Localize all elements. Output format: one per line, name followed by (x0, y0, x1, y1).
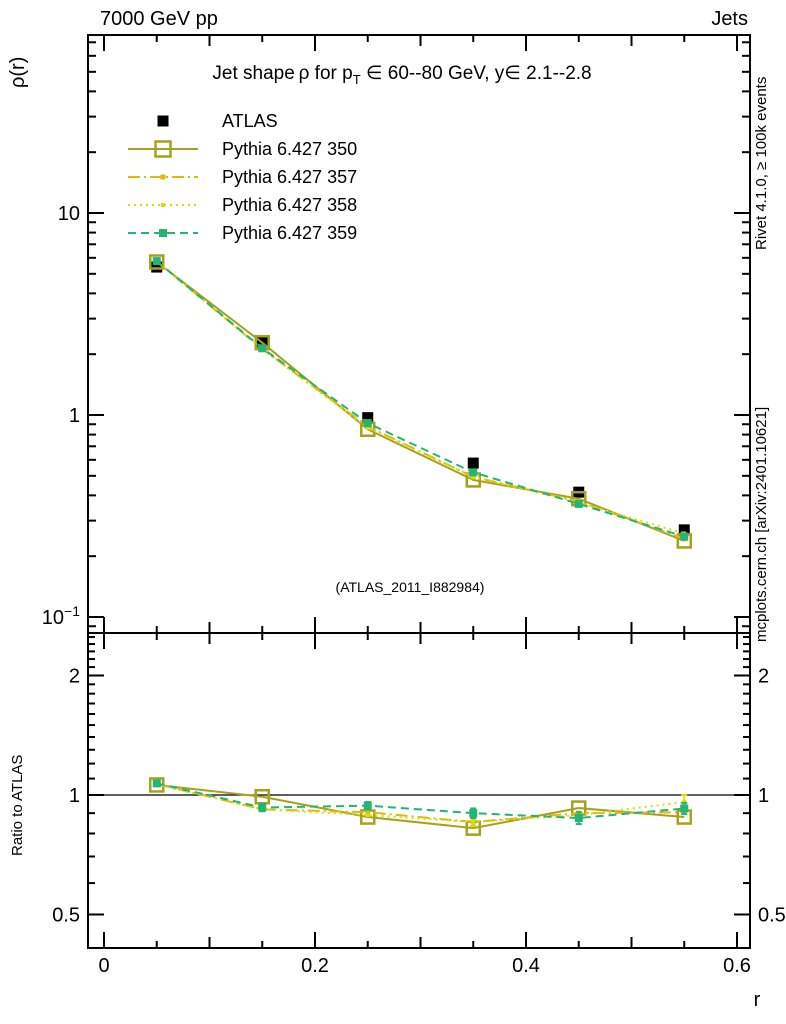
data-point-main (575, 500, 583, 508)
mcplots-source-note: mcplots.cern.ch [arXiv:2401.10621] (753, 406, 770, 642)
data-point-main (153, 257, 161, 265)
main-panel-frame (88, 35, 750, 633)
rivet-version-note: Rivet 4.1.0, ≥ 100k events (753, 76, 770, 250)
x-axis-label: r (753, 989, 761, 1011)
main-y-tick-label: 1 (68, 405, 80, 427)
legend-label: Pythia 6.427 350 (222, 139, 358, 159)
legend-label: Pythia 6.427 359 (222, 223, 358, 243)
data-point-main (364, 419, 372, 427)
main-panel-series (150, 256, 691, 548)
plot-title: Jet shape ρ for $p_T$ ∈ 60--80 GeV, y∈ 2.1--2.8 (212, 63, 592, 87)
data-point-ratio (153, 779, 161, 787)
ratio-y-tick-label: 0.5 (758, 904, 786, 927)
series-line-ratio (157, 783, 685, 818)
data-point-main (468, 458, 479, 469)
x-tick-label: 0.4 (512, 955, 540, 977)
main-y-tick-label: $10^{-1}$ (41, 603, 80, 629)
main-y-tick-label: 10 (57, 203, 80, 225)
header-analysis-label: Jets (711, 8, 748, 30)
ratio-y-tick-label: 0.5 (52, 904, 80, 927)
header-beam-label: 7000 GeV pp (100, 8, 218, 30)
series-line-main (157, 262, 685, 541)
main-y-axis-label: ρ(r) (7, 56, 29, 88)
data-point-ratio (364, 802, 372, 810)
series-line-main (157, 262, 685, 534)
data-point-ratio (258, 804, 266, 812)
data-point-legend (159, 229, 167, 237)
data-point-ratio (366, 813, 370, 817)
data-point-ratio (469, 809, 477, 817)
x-tick-label: 0.2 (301, 955, 329, 977)
data-point-main (258, 344, 266, 352)
legend-label: ATLAS (222, 111, 278, 131)
x-tick-label: 0.6 (723, 955, 751, 977)
data-point-ratio (680, 804, 688, 812)
data-point-legend (161, 175, 166, 180)
ratio-y-axis-label: Ratio to ATLAS (9, 754, 26, 856)
data-point-main (469, 468, 477, 476)
ratio-y-tick-label: 1 (68, 785, 80, 807)
data-point-legend (161, 203, 165, 207)
data-point-ratio (575, 814, 583, 822)
series-line-main (157, 261, 685, 537)
data-point-legend (158, 116, 169, 127)
x-tick-label: 0 (98, 955, 110, 977)
legend-label: Pythia 6.427 357 (222, 167, 358, 187)
data-point-ratio (471, 820, 475, 824)
data-point-main (680, 533, 688, 541)
series-line-ratio (157, 785, 685, 828)
analysis-id-watermark: (ATLAS_2011_I882984) (335, 579, 485, 595)
ratio-y-tick-label: 1 (758, 785, 770, 807)
series-line-ratio (157, 784, 685, 822)
legend-label: Pythia 6.427 358 (222, 195, 358, 215)
ratio-panel-series (88, 778, 750, 834)
legend (128, 111, 357, 243)
ratio-y-tick-label: 2 (758, 665, 770, 688)
ratio-y-tick-label: 2 (68, 665, 80, 688)
series-line-main (157, 262, 685, 539)
